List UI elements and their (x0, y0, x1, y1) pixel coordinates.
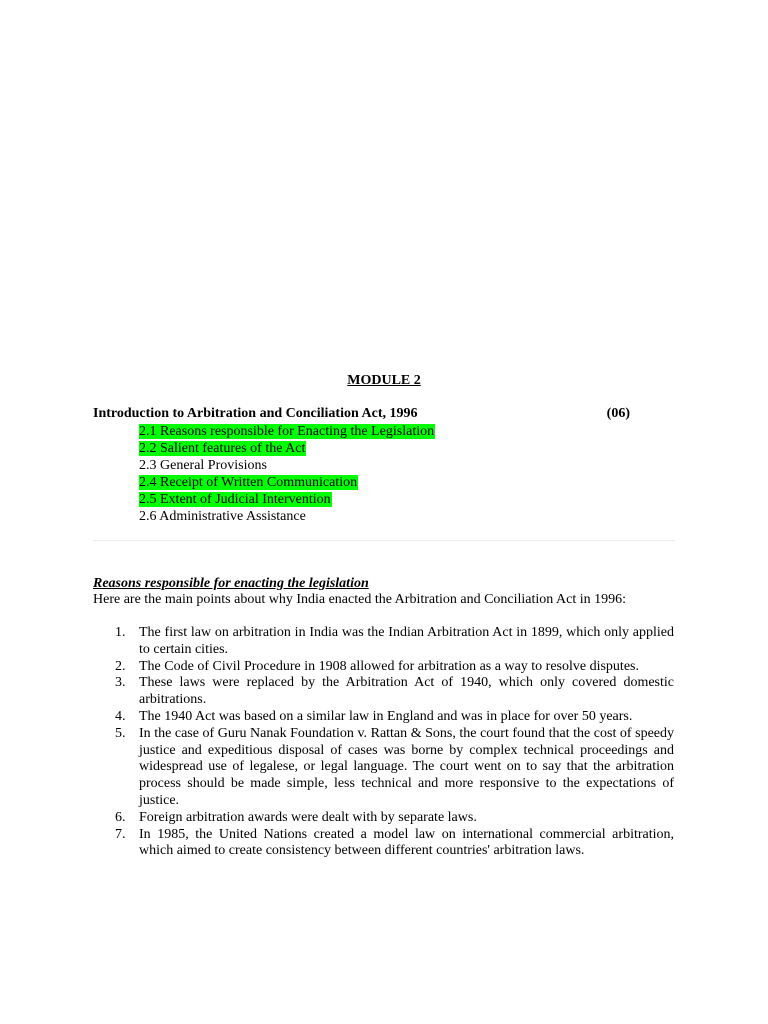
toc-item-text: 2.5 Extent of Judicial Intervention (139, 492, 331, 507)
list-item-number: 7. (115, 826, 126, 842)
toc-item (139, 508, 435, 525)
list-item (93, 625, 674, 659)
toc-item (139, 457, 435, 474)
list-item-number: 4. (115, 708, 126, 724)
list-item-text: The first law on arbitration in India was the Indian Arbitration Act in 1899, which only applied to certain cities. (139, 625, 674, 657)
module-title: MODULE 2 (347, 373, 421, 388)
toc-item-text: 2.6 Administrative Assistance (139, 509, 306, 524)
list-item (93, 810, 674, 827)
intro-heading-row (93, 405, 630, 423)
toc-item-text: 2.4 Receipt of Written Communication (139, 475, 358, 490)
list-item-text: The 1940 Act was based on a similar law in England and was in place for over 50 years. (139, 708, 633, 724)
section-heading: Reasons responsible for enacting the legislation (93, 576, 369, 591)
list-item-text: In 1985, the United Nations created a model law on international commercial arbitration, which aimed to create consistency between different countries' arbitration laws. (139, 826, 674, 859)
section-intro-paragraph: Here are the main points about why India enacted the Arbitration and Conciliation Act in 1996: (93, 592, 627, 607)
intro-hours: (06) (606, 406, 630, 421)
toc-item (139, 440, 435, 457)
toc-item (139, 474, 435, 491)
reasons-list (93, 625, 674, 860)
toc-item (139, 491, 435, 508)
list-item-text: These laws were replaced by the Arbitration Act of 1940, which only covered domestic arbitrations. (139, 675, 674, 708)
list-item-text: Foreign arbitration awards were dealt with by separate laws. (139, 809, 477, 825)
list-item-number: 2. (115, 658, 126, 674)
table-of-contents (139, 423, 435, 525)
list-item-number: 6. (115, 809, 126, 825)
list-item-text: The Code of Civil Procedure in 1908 allowed for arbitration as a way to resolve disputes. (139, 658, 639, 674)
intro-title: Introduction to Arbitration and Conciliation Act, 1996 (93, 406, 418, 421)
list-item-number: 5. (115, 725, 126, 741)
section-divider (93, 540, 675, 541)
list-item (93, 675, 674, 709)
list-item (93, 709, 674, 726)
list-item-number: 1. (115, 625, 126, 640)
toc-item-text: 2.1 Reasons responsible for Enacting the Legislation (139, 424, 435, 439)
list-item-text: In the case of Guru Nanak Foundation v. Rattan & Sons, the court found that the cost of speedy justice and expeditious disposal of cases was borne by complex technical proceedings and widespread use of legalese, or legal language. The court went on to say that the arbitration process should be made simple, less technical and more responsive to the expectations of justice. (139, 725, 674, 808)
list-item (93, 659, 674, 676)
list-item-number: 3. (115, 675, 126, 691)
toc-item (139, 423, 435, 440)
list-item (93, 827, 674, 861)
list-item (93, 726, 674, 810)
toc-item-text: 2.2 Salient features of the Act (139, 441, 306, 456)
toc-item-text: 2.3 General Provisions (139, 458, 267, 473)
